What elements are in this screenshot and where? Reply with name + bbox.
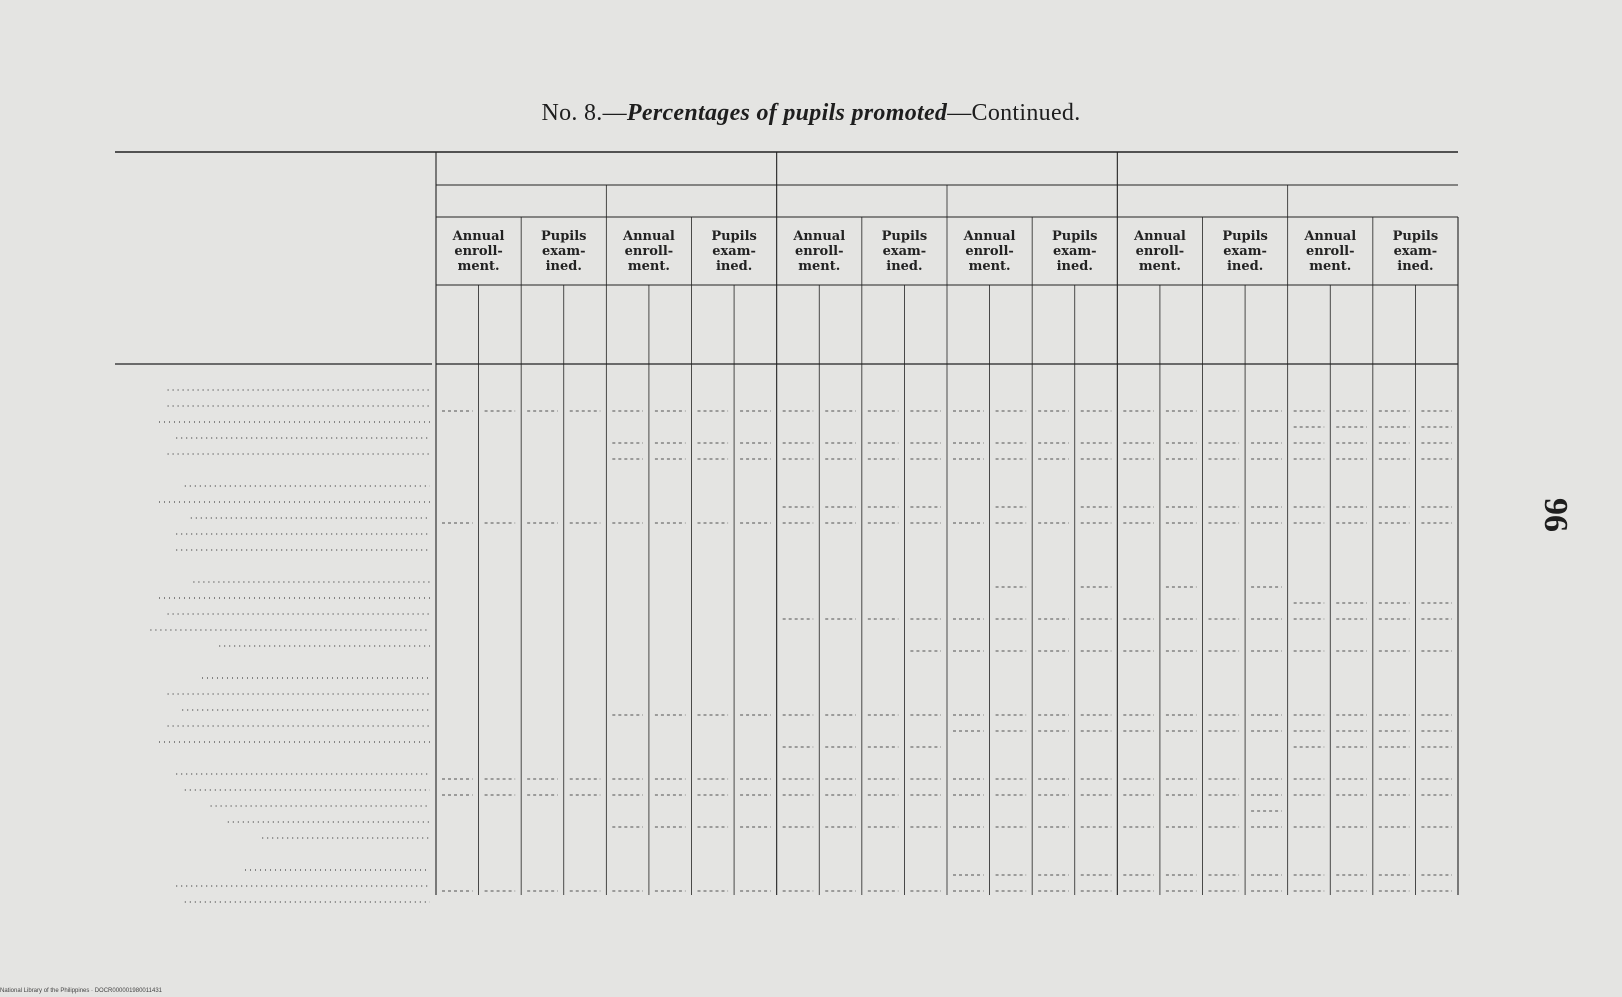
group-header-line: Annual <box>1304 229 1357 244</box>
group-header-line: Annual <box>623 229 675 244</box>
group-header-line: enroll- <box>454 244 503 259</box>
group-header-line: Pupils <box>711 229 757 244</box>
group-header-line: enroll- <box>1135 244 1185 259</box>
group-header-line: exam- <box>712 244 756 259</box>
title-prefix: No. 8.— <box>541 100 627 126</box>
group-header-line: exam- <box>1223 244 1267 259</box>
group-header-line: enroll- <box>1305 244 1355 259</box>
group-header-line: ment. <box>1138 259 1181 274</box>
group-header-line: ined. <box>886 259 923 274</box>
group-header-line: ined. <box>545 259 582 274</box>
group-header-line: Annual <box>1134 229 1186 244</box>
group-header-line: exam- <box>882 244 927 259</box>
group-header-line: ined. <box>1226 259 1264 274</box>
group-header-line: ment. <box>1309 259 1352 274</box>
group-header-line: enroll- <box>624 244 674 259</box>
group-header-line: ined. <box>1056 259 1093 274</box>
group-header-line: enroll- <box>794 244 844 259</box>
group-header-line: ment. <box>627 259 670 274</box>
group-header-line: ment. <box>798 259 841 274</box>
group-header-line: exam- <box>1052 244 1097 259</box>
page-number: 96 <box>1537 498 1574 532</box>
group-header-line: ment. <box>457 259 500 274</box>
group-header-line: Pupils <box>1392 229 1439 244</box>
group-header-line: Pupils <box>1051 229 1098 244</box>
group-header-line: Pupils <box>540 229 587 244</box>
group-header-line: exam- <box>541 244 586 259</box>
group-header-line: Pupils <box>881 229 928 244</box>
title-italic: Percentages of pupils promoted <box>626 100 948 126</box>
group-header-line: enroll- <box>965 244 1014 259</box>
group-header-line: ment. <box>968 259 1011 274</box>
title-suffix: —Continued. <box>947 100 1081 126</box>
group-header-line: Annual <box>793 229 846 244</box>
group-header-line: ined. <box>715 259 753 274</box>
group-header-line: Annual <box>452 229 505 244</box>
scan-footer: National Library of the Philippines · DOCR000001980011431 <box>0 988 162 994</box>
group-header-line: exam- <box>1393 244 1438 259</box>
group-header-line: ined. <box>1397 259 1434 274</box>
group-header-line: Annual <box>963 229 1016 244</box>
group-header-line: Pupils <box>1222 229 1268 244</box>
